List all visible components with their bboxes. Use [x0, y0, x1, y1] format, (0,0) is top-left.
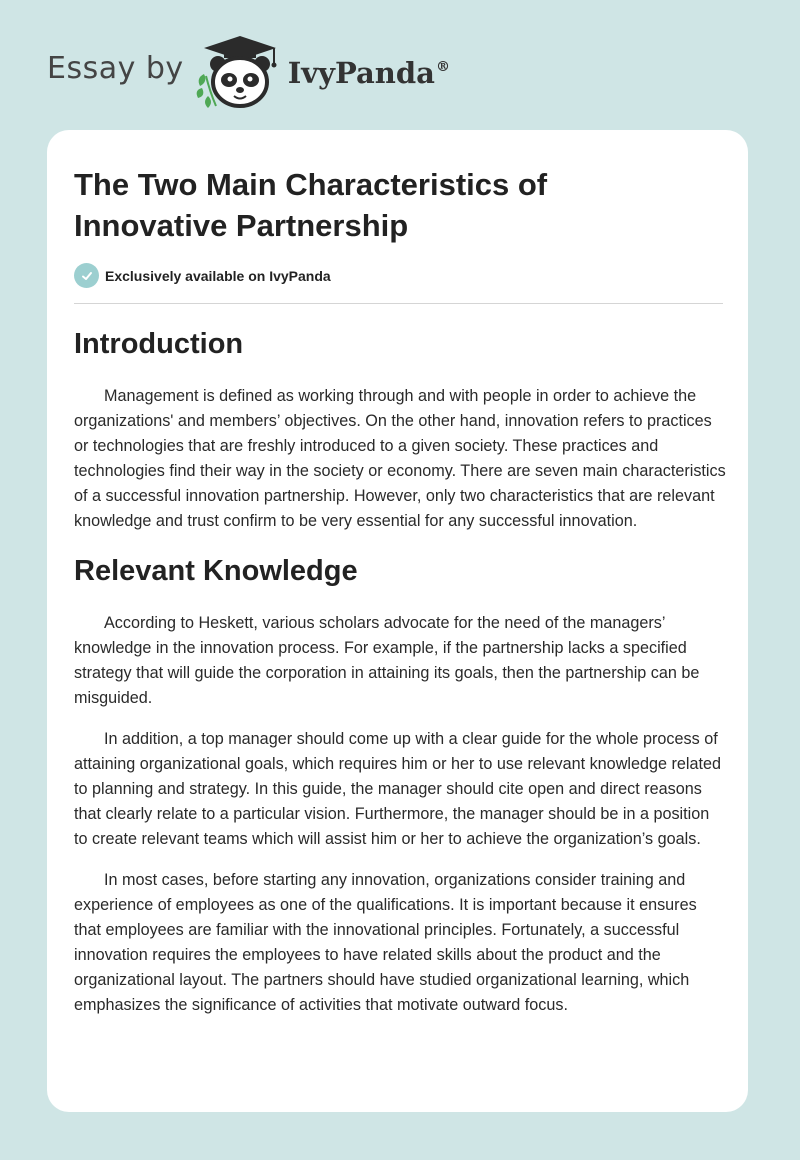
essay-card [47, 130, 748, 1112]
panda-graduate-logo-icon [194, 34, 286, 110]
registered-mark: ® [435, 59, 450, 75]
brand-name [288, 56, 450, 90]
check-circle-icon [74, 263, 99, 288]
paragraph: In addition, a top manager should come up with a clear guide for the whole process of attaining organizational goals, which requires him or her to use relevant knowledge related to planning and strategy. In this guide, the manager should cite open and direct reasons that clearly relate to a particular vision. Furthermore, the manager should be in a position to create relevant teams which will assist him or her to achieve the organization’s goals. [74, 730, 721, 848]
paragraph: Management is defined as working through and with people in order to achieve the organizations' and members’ objectives. On the other hand, innovation refers to practices or technologies that are freshly introduced to a given society. These practices and technologies find their way in the society or economy. There are seven main characteristics of a successful innovation partnership. However, only two characteristics that are relevant knowledge and trust confirm to be very essential for any successful innovation. [74, 387, 726, 530]
paragraph: According to Heskett, various scholars advocate for the need of the managers’ knowledge in the innovation process. For example, if the partnership lacks a specified strategy that will guide the corporation in attaining its goals, then the partnership can be misguided. [74, 614, 700, 707]
page-title: The Two Main Characteristics of Innovative Partnership [74, 167, 548, 243]
exclusive-badge-label: Exclusively available on IvyPanda [105, 267, 331, 284]
paragraph: In most cases, before starting any innovation, organizations consider training and experience of employees as one of the qualifications. It is important because it ensures that employees are familiar with the innovational principles. Fortunately, a successful innovation requires the employees to have related skills about the product and the organizational layout. The partners should have studied organizational learning, which emphasizes the significance of activities that motivate outward focus. [74, 871, 697, 1014]
brand-text: IvyPanda [287, 56, 435, 90]
divider [74, 303, 723, 304]
site-header [47, 34, 450, 110]
essay-body [74, 320, 726, 1018]
essay-by-label: Essay by [47, 50, 184, 86]
section-heading-introduction: Introduction [74, 328, 244, 360]
section-heading-relevant-knowledge: Relevant Knowledge [74, 555, 358, 587]
exclusive-badge [74, 263, 331, 288]
